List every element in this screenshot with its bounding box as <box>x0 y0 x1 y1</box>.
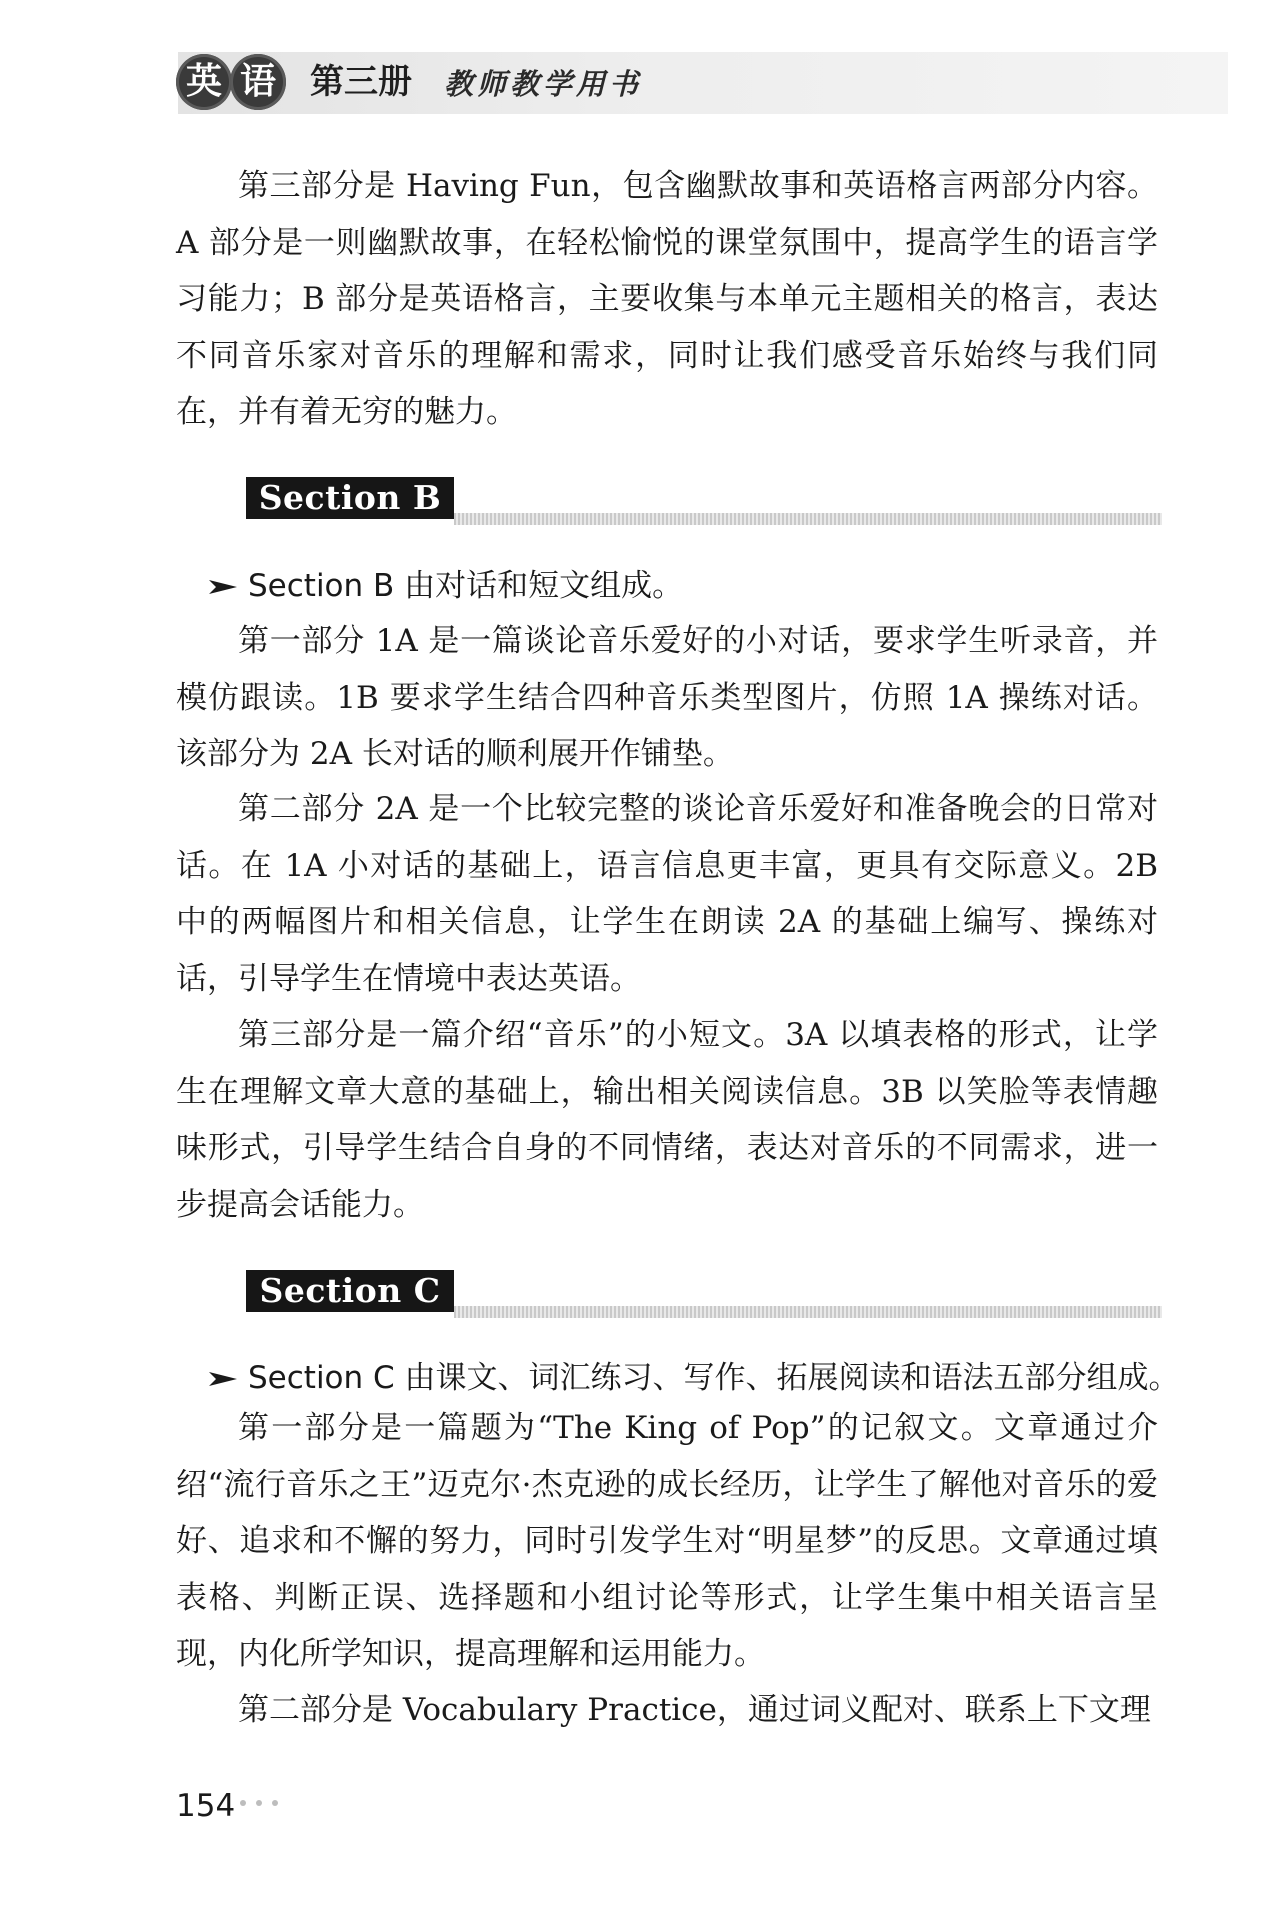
book-type: 教师教学用书 <box>444 67 643 101</box>
section-b-intro <box>208 562 1168 610</box>
page-number: 154 <box>176 1788 236 1824</box>
paragraph-having-fun: 第三部分是 Having Fun，包含幽默故事和英语格言两部分内容。A 部分是一则幽默故事，在轻松愉悦的课堂氛围中，提高学生的语言学习能力；B 部分是英语格言，主要收集与本单元主题相关的格言，表达不同音乐家对音乐的理解和需求，同时让我们感受音乐始终与我们同在，并有着无穷的魅力。 <box>176 168 1158 430</box>
subject-badge-yu: 语 <box>230 54 286 110</box>
page-number-dots <box>240 1800 278 1806</box>
subject-badge-ying: 英 <box>176 54 232 110</box>
section-b-rule <box>454 513 1162 525</box>
section-c-intro-text: Section C 由课文、词汇练习、写作、拓展阅读和语法五部分组成。 <box>248 1360 1180 1396</box>
arrow-bullet-icon <box>208 576 238 598</box>
dot <box>240 1800 246 1806</box>
section-c-paragraph-1: 第一部分是一篇题为“The King of Pop”的记叙文。文章通过介绍“流行音乐之王”迈克尔·杰克逊的成长经历，让学生了解他对音乐的爱好、追求和不懈的努力，同时引发学生对“明星梦”的反思。文章通过填表格、判断正误、选择题和小组讨论等形式，让学生集中相关语言呈现，内化所学知识，提高理解和运用能力。 <box>176 1410 1158 1672</box>
section-b-paragraph-1: 第一部分 1A 是一篇谈论音乐爱好的小对话，要求学生听录音，并模仿跟读。1B 要求学生结合四种音乐类型图片，仿照 1A 操练对话。该部分为 2A 长对话的顺利展开作铺垫。 <box>176 623 1158 772</box>
dot <box>272 1800 278 1806</box>
dot <box>256 1800 262 1806</box>
section-c-rule <box>454 1306 1162 1318</box>
section-b-paragraph-2: 第二部分 2A 是一个比较完整的谈论音乐爱好和准备晚会的日常对话。在 1A 小对话的基础上，语言信息更丰富，更具有交际意义。2B 中的两幅图片和相关信息，让学生在朗读 2A 的基础上编写、操练对话，引导学生在情境中表达英语。 <box>176 791 1158 997</box>
section-b-paragraph-3: 第三部分是一篇介绍“音乐”的小短文。3A 以填表格的形式，让学生在理解文章大意的基础上，输出相关阅读信息。3B 以笑脸等表情趣味形式，引导学生结合自身的不同情绪，表达对音乐的不同需求，进一步提高会话能力。 <box>176 1017 1158 1223</box>
section-b-heading: Section B <box>246 477 454 519</box>
arrow-bullet-icon <box>208 1368 238 1390</box>
book-volume: 第三册 <box>310 62 412 102</box>
section-c-intro <box>208 1354 1180 1402</box>
section-c-heading: Section C <box>246 1270 454 1312</box>
section-b-intro-text: Section B 由对话和短文组成。 <box>248 568 684 604</box>
section-c-paragraph-2: 第二部分是 Vocabulary Practice，通过词义配对、联系上下文理 <box>238 1692 1151 1728</box>
